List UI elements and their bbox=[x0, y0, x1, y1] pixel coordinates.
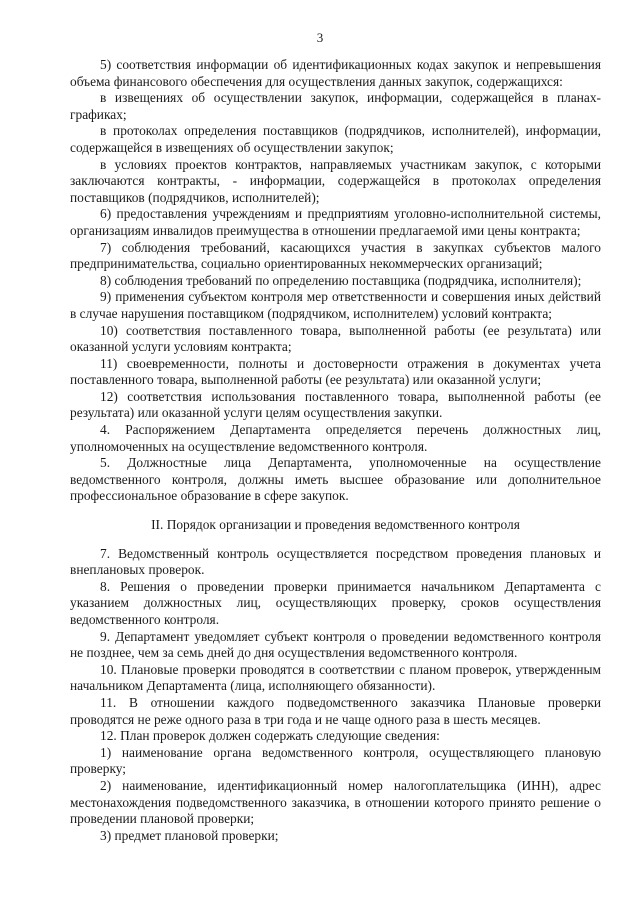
document-body bbox=[70, 57, 601, 844]
paragraph: 10. Плановые проверки проводятся в соответствии с планом проверок, утвержденным начальником Департамента (лица, исполняющего обязанности). bbox=[70, 661, 601, 694]
page-number: 3 bbox=[316, 30, 324, 45]
paragraph: 6) предоставления учреждениям и предприятиям уголовно-исполнительной системы, организациям инвалидов преимущества в отношении предлагаемой ими цены контракта; bbox=[70, 206, 601, 238]
paragraph: 2) наименование, идентификационный номер налогоплательщика (ИНН), адрес местонахождения подведомственного заказчика, в отношении которого принято решение о проведении плановой проверки; bbox=[70, 777, 601, 827]
paragraph: 3) предмет плановой проверки; bbox=[100, 827, 279, 843]
paragraph: в условиях проектов контрактов, направляемых участникам закупок, с которыми заключаются контракты, - информации, содержащейся в протоколах определения поставщиков (подрядчиков, исполнителей); bbox=[70, 156, 601, 205]
paragraph: 11. В отношении каждого подведомственного заказчика Плановые проверки проводятся не реже одного раза в три года и не чаще одного раза в шесть месяцев. bbox=[70, 694, 601, 727]
paragraph: 9) применения субъектом контроля мер ответственности и совершения иных действий в случае нарушения поставщиком (подрядчиком, исполнителем) условий контракта; bbox=[70, 289, 601, 321]
paragraph: 4. Распоряжением Департамента определяется перечень должностных лиц, уполномоченных на осуществление ведомственного контроля. bbox=[70, 422, 601, 454]
paragraph: 7) соблюдения требований, касающихся участия в закупках субъектов малого предпринимательства, социально ориентированных некоммерческих организаций; bbox=[70, 239, 601, 272]
paragraph: 5) соответствия информации об идентификационных кодах закупок и непревышения объема финансового обеспечения для осуществления данных закупок, содержащихся: bbox=[70, 57, 601, 89]
paragraph: 5. Должностные лица Департамента, уполномоченные на осуществление ведомственного контроля, должны иметь высшее образование или дополнительное профессиональное образование в сфере закупок. bbox=[70, 455, 601, 504]
paragraph: 11) своевременности, полноты и достоверности отражения в документах учета поставленного товара, выполненной работы (ее результата) или оказанной услуги; bbox=[70, 355, 601, 388]
paragraph: 8) соблюдения требований по определению поставщика (подрядчика, исполнителя); bbox=[100, 272, 582, 288]
paragraph: 1) наименование органа ведомственного контроля, осуществляющего плановую проверку; bbox=[70, 744, 601, 777]
paragraph: 12. План проверок должен содержать следующие сведения: bbox=[100, 728, 440, 744]
paragraph: 10) соответствия поставленного товара, выполненной работы (ее результата) или оказанной услуги условиям контракта; bbox=[70, 322, 601, 355]
paragraph: в извещениях об осуществлении закупок, информации, содержащейся в планах-графиках; bbox=[70, 90, 601, 122]
paragraph: 12) соответствия использования поставленного товара, выполненной работы (ее результата) или оказанной услуги целям осуществления закупки. bbox=[70, 388, 601, 421]
paragraph: 7. Ведомственный контроль осуществляется посредством проведения плановых и внеплановых проверок. bbox=[70, 545, 601, 578]
paragraph: 9. Департамент уведомляет субъект контроля о проведении ведомственного контроля не позднее, чем за семь дней до дня осуществления ведомственного контроля. bbox=[70, 628, 601, 661]
section-title: II. Порядок организации и проведения ведомственного контроля bbox=[151, 517, 520, 533]
paragraph: 8. Решения о проведении проверки принимается начальником Департамента с указанием должностных лиц, осуществляющих проверку, сроков осуществления ведомственного контроля. bbox=[70, 578, 601, 627]
paragraph: в протоколах определения поставщиков (подрядчиков, исполнителей), информации, содержащейся в извещениях об осуществлении закупок; bbox=[70, 123, 601, 155]
